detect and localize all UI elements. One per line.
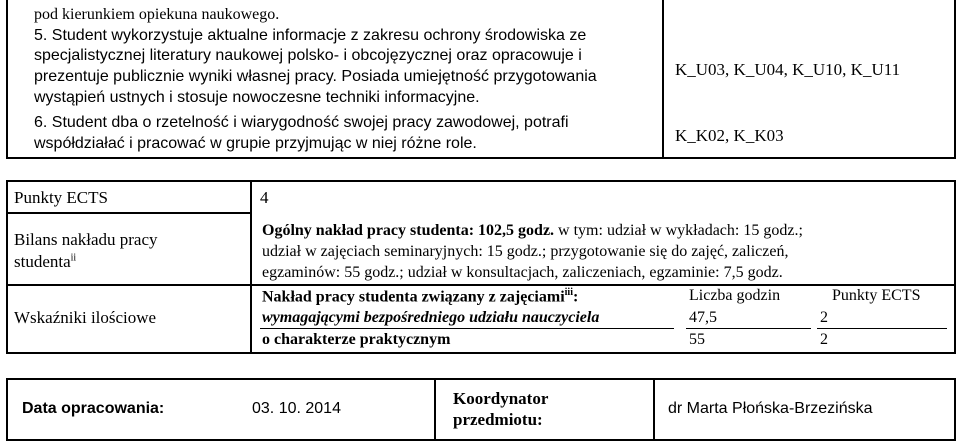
coordinator-label-line-1: Koordynator (453, 389, 549, 408)
col-ects-header: Punkty ECTS (832, 287, 921, 304)
indicator-row-underline (260, 328, 674, 329)
workload-label-text: studenta (14, 252, 71, 271)
workload-label-line-2 (14, 252, 76, 272)
indicator-row-label: o charakterze praktycznym (262, 331, 451, 348)
footnote-marker-ii: ii (70, 252, 77, 264)
outcome-6-line-1: 6. Student dba o rzetelność i wiarygodność swojej pracy zawodowej, potrafi (34, 114, 569, 131)
ects-row-divider (6, 212, 251, 214)
indicator-row-hours: 55 (689, 331, 705, 348)
indicator-row-ects: 2 (820, 309, 828, 326)
date-value: 03. 10. 2014 (252, 400, 341, 417)
indicator-ects-underline (817, 328, 947, 329)
outcomes-divider (662, 0, 664, 159)
workload-row-divider (6, 284, 956, 286)
footer-divider-1 (434, 378, 436, 441)
coordinator-name: dr Marta Płońska-Brzezińska (668, 400, 873, 417)
indicators-header-colon: : (572, 288, 579, 306)
ects-label: Punkty ECTS (14, 188, 108, 207)
workload-lectures: w tym: udział w wykładach: 15 godz.; (554, 222, 803, 239)
workload-col-divider (250, 180, 252, 354)
footer-divider-2 (653, 378, 655, 441)
outcome-5-line-1: 5. Student wykorzystuje aktualne informacje z zakresu ochrony środowiska ze (34, 27, 587, 44)
indicator-hours-underline (686, 328, 811, 329)
indicators-label: Wskaźniki ilościowe (14, 308, 157, 327)
date-label: Data opracowania: (22, 400, 165, 417)
indicators-header (262, 287, 578, 306)
workload-summary-line-3: egzaminów: 55 godz.; udział w konsultacjach, zaliczeniach, egzaminie: 7,5 godz. (262, 264, 783, 281)
outcome-codes-skills: K_U03, K_U04, K_U10, K_U11 (675, 60, 901, 79)
indicator-row-label: wymagającymi bezpośredniego udziału nauczyciela (262, 309, 600, 326)
indicator-row-ects: 2 (820, 331, 828, 348)
workload-summary-line-1 (262, 222, 803, 240)
outcome-5-line-4: wystąpień ustnych i stosuje nowoczesne techniki informacyjne. (34, 89, 480, 106)
col-hours-header: Liczba godzin (689, 287, 781, 304)
outcome-6-line-2: współdziałać i pracować w grupie przyjmując w niej różne role. (34, 135, 477, 152)
outcome-continuation: pod kierunkiem opiekuna naukowego. (34, 6, 280, 23)
outcome-5-line-3: prezentuje publicznie wyniki własnej pracy. Posiada umiejętność przygotowania (34, 68, 597, 85)
outcome-codes-competences: K_K02, K_K03 (675, 126, 784, 145)
workload-label-line-1: Bilans nakładu pracy (14, 230, 158, 249)
workload-summary-line-2: udział w zajęciach seminaryjnych: 15 godz.; przygotowanie się do zajęć, zaliczeń, (262, 243, 789, 260)
indicators-header-title: Nakład pracy studenta związany z zajęciami (262, 288, 565, 306)
ects-value: 4 (260, 188, 269, 207)
outcome-5-line-2: specjalistycznej literatury naukowej polsko- i obcojęzycznej oraz opracowuje i (34, 47, 582, 64)
workload-total: Ogólny nakład pracy studenta: 102,5 godz. (262, 222, 555, 239)
coordinator-label-line-2: przedmiotu: (453, 410, 543, 429)
indicator-row-hours: 47,5 (689, 309, 717, 326)
footnote-marker-iii: iii (564, 287, 573, 298)
